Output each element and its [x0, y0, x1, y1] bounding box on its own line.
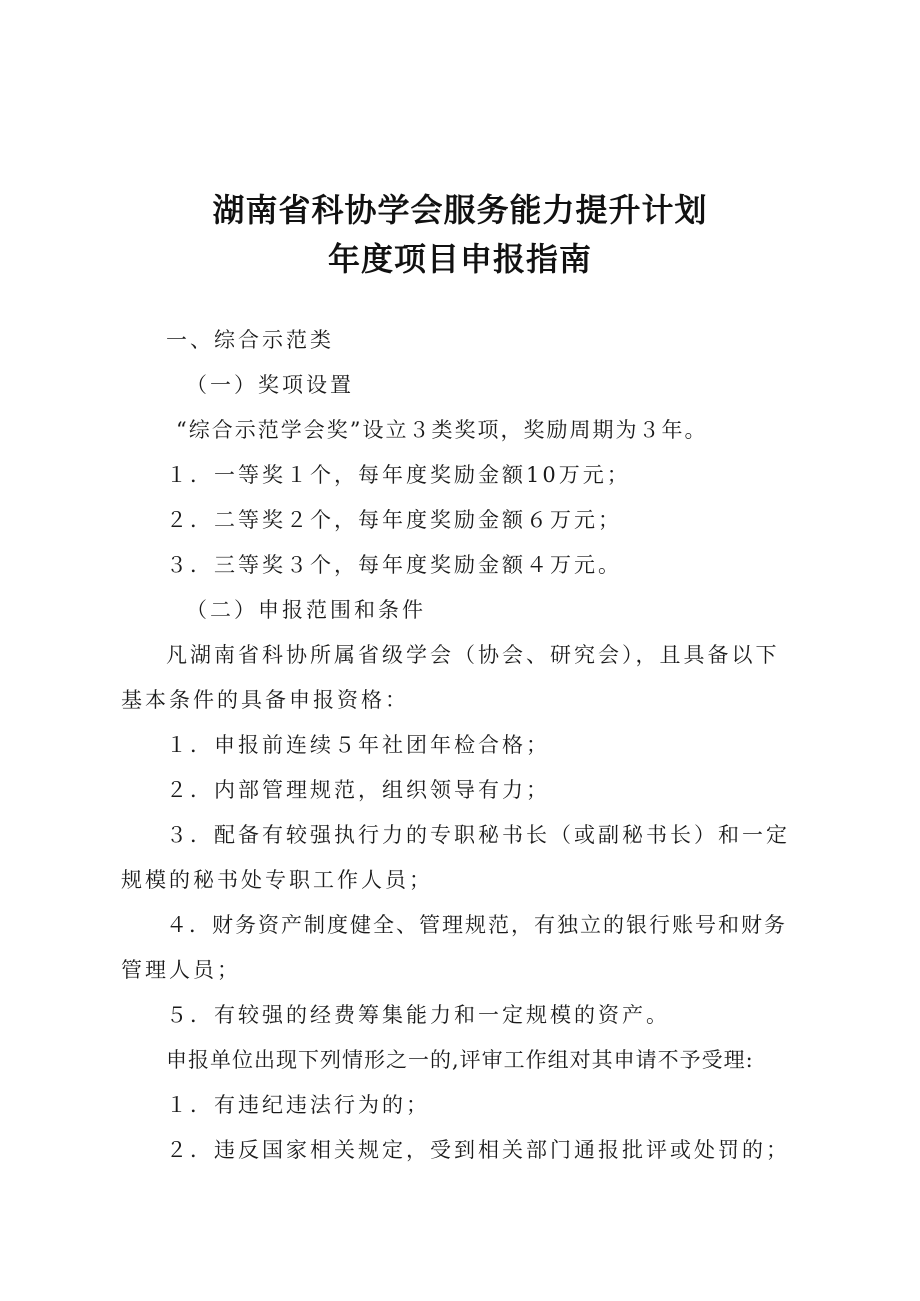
paragraph-eligibility-line-1: 凡湖南省科协所属省级学会（协会、研究会），且具备以下 [166, 643, 780, 667]
list-item-condition-5: ５．有较强的经费筹集能力和一定规模的资产。 [166, 1003, 670, 1027]
list-item-condition-1: １．申报前连续５年社团年检合格； [166, 733, 550, 757]
list-item-second-prize: ２．二等奖２个，每年度奖励金额６万元； [166, 508, 622, 532]
paragraph-exclusion-intro: 申报单位出现下列情形之一的,评审工作组对其申请不予受理: [166, 1048, 754, 1072]
list-item-exclusion-1: １．有违纪违法行为的； [166, 1093, 430, 1117]
list-item-third-prize: ３．三等奖３个，每年度奖励金额４万元。 [166, 553, 622, 577]
document-title-line-2: 年度项目申报指南 [327, 240, 592, 278]
list-item-condition-4-line-2: 管理人员； [121, 958, 241, 982]
list-item-exclusion-2: ２．违反国家相关规定，受到相关部门通报批评或处罚的； [166, 1138, 790, 1162]
list-item-first-prize: １．一等奖１个，每年度奖励金额10万元； [166, 463, 631, 487]
document-title-line-1: 湖南省科协学会服务能力提升计划 [212, 191, 708, 229]
section-heading-comprehensive-demo: 一、综合示范类 [166, 328, 334, 352]
list-item-condition-3-line-2: 规模的秘书处专职工作人员； [121, 868, 433, 892]
list-item-condition-3-line-1: ３．配备有较强执行力的专职秘书长（或副秘书长）和一定 [166, 823, 790, 847]
subsection-heading-award-setup: （一）奖项设置 [186, 373, 354, 397]
paragraph-award-intro: “综合示范学会奖”设立３类奖项，奖励周期为３年。 [176, 418, 708, 442]
subsection-heading-scope-conditions: （二）申报范围和条件 [186, 598, 426, 622]
list-item-condition-4-line-1: ４．财务资产制度健全、管理规范，有独立的银行账号和财务 [166, 913, 787, 937]
paragraph-eligibility-line-2: 基本条件的具备申报资格： [121, 688, 409, 712]
list-item-condition-2: ２．内部管理规范，组织领导有力； [166, 778, 550, 802]
